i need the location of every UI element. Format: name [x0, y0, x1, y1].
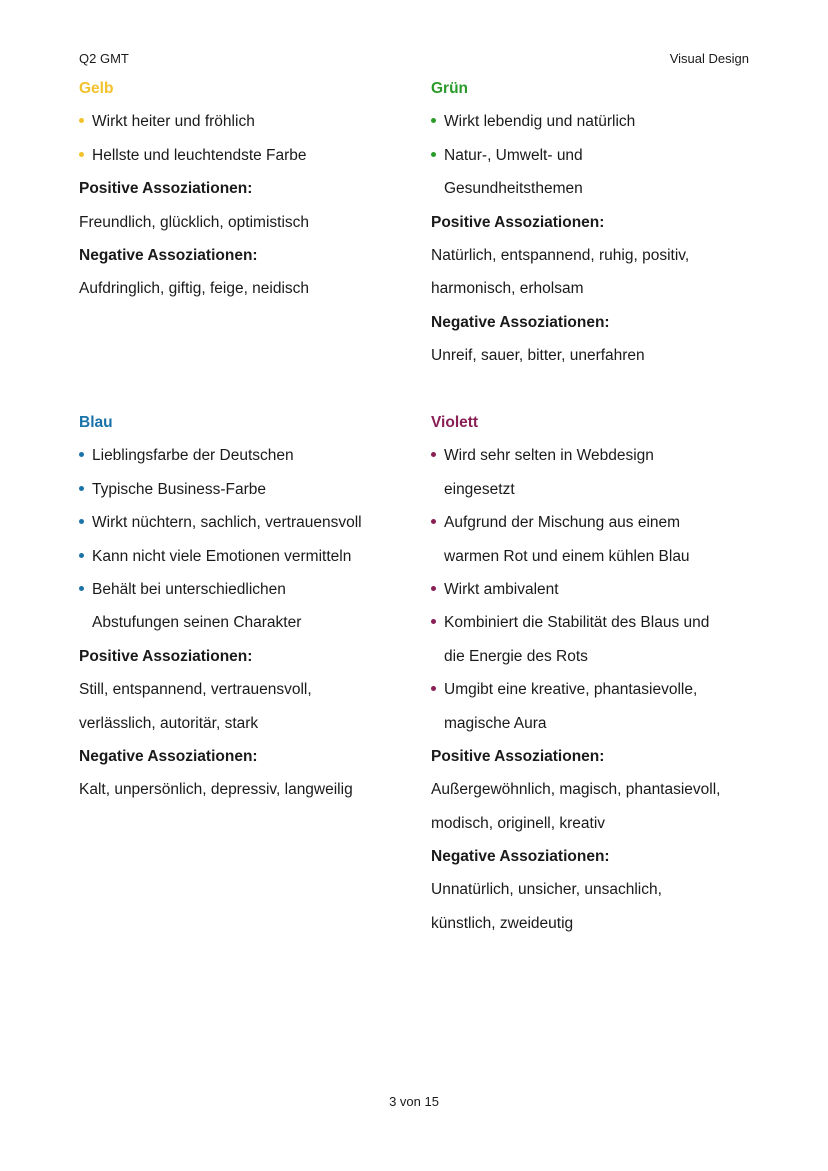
bullet-text: Umgibt eine kreative, phantasievolle,: [444, 681, 698, 699]
positive-label: Positive Assoziationen:: [79, 647, 253, 665]
negative-label: Negative Assoziationen:: [431, 848, 610, 866]
bullet-dot-icon: [79, 452, 84, 457]
bullet-dot-icon: [79, 553, 84, 558]
bullet-item: [431, 512, 761, 545]
bullet-item: [79, 479, 399, 512]
negative-text: Aufdringlich, giftig, feige, neidisch: [79, 280, 310, 298]
bullet-item: [431, 612, 761, 645]
negative-label: Negative Assoziationen:: [79, 246, 258, 264]
positive-text: modisch, originell, kreativ: [431, 814, 606, 832]
bullet-dot-icon: [79, 486, 84, 491]
bullet-item: [79, 111, 399, 144]
bullet-text: Wird sehr selten in Webdesign: [444, 447, 654, 465]
bullet-item: [431, 445, 761, 478]
bullet-text: Wirkt lebendig und natürlich: [444, 113, 636, 131]
bullet-dot-icon: [431, 152, 436, 157]
header-right: Visual Design: [669, 51, 749, 66]
bullet-item: [431, 579, 761, 612]
bullet-item: [79, 445, 399, 478]
bullet-text: Behält bei unterschiedlichen: [92, 580, 286, 598]
bullet-text-continued: Abstufungen seinen Charakter: [92, 614, 302, 632]
bullet-text: Wirkt ambivalent: [444, 580, 559, 598]
positive-label: Positive Assoziationen:: [79, 180, 253, 198]
positive-text: Still, entspannend, vertrauensvoll,: [79, 681, 312, 699]
bullet-dot-icon: [431, 118, 436, 123]
bullet-dot-icon: [431, 686, 436, 691]
section-title-blau: Blau: [79, 414, 113, 431]
section-blau: [79, 412, 399, 813]
bullet-item: [431, 145, 761, 178]
bullet-item: [431, 679, 761, 712]
bullet-dot-icon: [431, 519, 436, 524]
bullet-text: Typische Business-Farbe: [92, 480, 267, 498]
negative-label: Negative Assoziationen:: [79, 747, 258, 765]
negative-text: Unnatürlich, unsicher, unsachlich,: [431, 881, 662, 899]
bullet-text: Aufgrund der Mischung aus einem: [444, 514, 681, 532]
bullet-text-continued: Gesundheitsthemen: [444, 180, 583, 198]
section-title-violett: Violett: [431, 414, 479, 431]
negative-text: künstlich, zweideutig: [431, 914, 574, 932]
bullet-text-continued: eingesetzt: [444, 480, 515, 498]
bullet-text: Natur-, Umwelt- und: [444, 146, 583, 164]
bullet-text: Wirkt nüchtern, sachlich, vertrauensvoll: [92, 514, 362, 532]
bullet-text-continued: die Energie des Rots: [444, 647, 588, 665]
bullet-text: Lieblingsfarbe der Deutschen: [92, 447, 294, 465]
bullet-text-continued: magische Aura: [444, 714, 547, 732]
bullet-item: [431, 111, 761, 144]
positive-text: Freundlich, glücklich, optimistisch: [79, 213, 310, 231]
bullet-dot-icon: [79, 519, 84, 524]
bullet-text-continued: warmen Rot und einem kühlen Blau: [444, 547, 690, 565]
negative-text: Unreif, sauer, bitter, unerfahren: [431, 347, 645, 365]
positive-label: Positive Assoziationen:: [431, 747, 605, 765]
bullet-dot-icon: [79, 586, 84, 591]
bullet-dot-icon: [431, 619, 436, 624]
section-violett: [431, 412, 761, 946]
bullet-text: Wirkt heiter und fröhlich: [92, 113, 255, 131]
positive-text: Natürlich, entspannend, ruhig, positiv,: [431, 246, 690, 264]
positive-label: Positive Assoziationen:: [431, 213, 605, 231]
positive-text: harmonisch, erholsam: [431, 280, 584, 298]
section-gruen: [431, 78, 761, 379]
header-left: Q2 GMT: [79, 51, 129, 66]
positive-text: Außergewöhnlich, magisch, phantasievoll,: [431, 781, 721, 799]
page-number: 3 von 15: [389, 1094, 439, 1109]
bullet-dot-icon: [79, 152, 84, 157]
bullet-text: Kann nicht viele Emotionen vermitteln: [92, 547, 352, 565]
positive-text: verlässlich, autoritär, stark: [79, 714, 259, 732]
bullet-item: [79, 546, 399, 579]
bullet-dot-icon: [79, 118, 84, 123]
bullet-item: [79, 145, 399, 178]
bullet-item: [79, 579, 399, 612]
bullet-text: Hellste und leuchtendste Farbe: [92, 146, 307, 164]
section-gelb: [79, 78, 399, 312]
bullet-dot-icon: [431, 452, 436, 457]
negative-text: Kalt, unpersönlich, depressiv, langweilig: [79, 781, 353, 799]
negative-label: Negative Assoziationen:: [431, 313, 610, 331]
bullet-dot-icon: [431, 586, 436, 591]
section-title-gelb: Gelb: [79, 80, 114, 97]
bullet-item: [79, 512, 399, 545]
bullet-text: Kombiniert die Stabilität des Blaus und: [444, 614, 710, 632]
section-title-gruen: Grün: [431, 80, 469, 97]
